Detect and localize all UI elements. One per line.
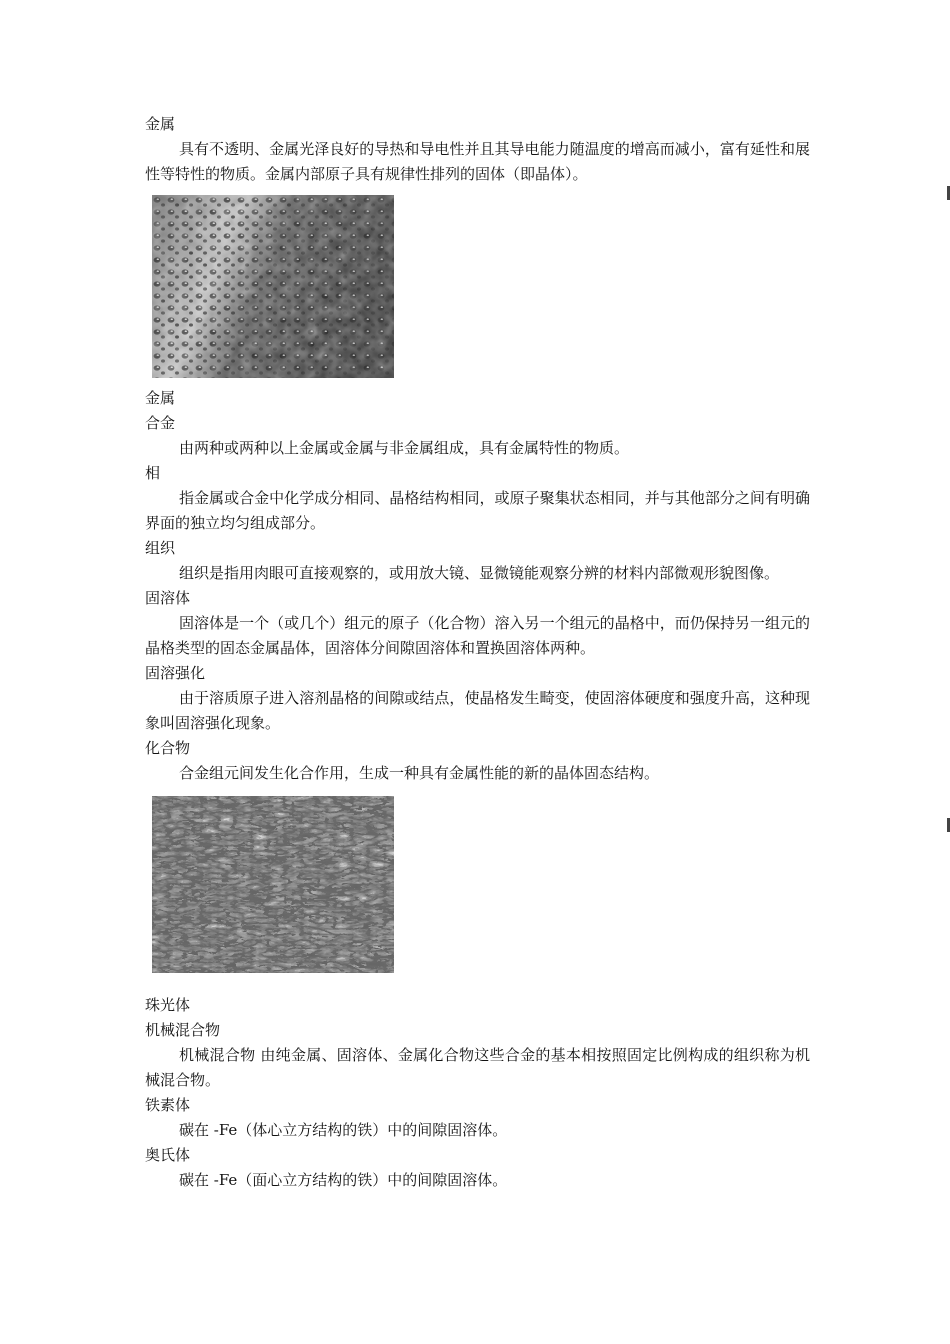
term-alloy: 合金: [145, 414, 176, 432]
definition-austenite: 碳在 -Fe（面心立方结构的铁）中的间隙固溶体。: [179, 1171, 508, 1189]
term-phase: 相: [145, 464, 161, 482]
term-solid-solution: 固溶体: [145, 589, 191, 607]
term-mechanical-mixture: 机械混合物: [145, 1021, 221, 1039]
term-metal: 金属: [145, 115, 176, 133]
definition-solution-strengthening: 由于溶质原子进入溶剂晶格的间隙或结点，使晶格发生畸变，使固溶体硬度和强度升高，这种现象叫固溶强化现象。: [145, 689, 810, 732]
term-compound: 化合物: [145, 739, 191, 757]
pearlite-micrograph-image: [152, 796, 394, 973]
definition-metal: 具有不透明、金属光泽良好的导热和导电性并且其导电能力随温度的增高而减小，富有延性和展性等特性的物质。金属内部原子具有规律性排列的固体（即晶体）。: [145, 140, 810, 183]
figure-caption-pearlite: 珠光体: [145, 996, 191, 1014]
definition-solid-solution: 固溶体是一个（或几个）组元的原子（化合物）溶入另一个组元的晶格中，而仍保持另一组元的晶格类型的固态金属晶体，固溶体分间隙固溶体和置换固溶体两种。: [145, 614, 810, 657]
definition-mechanical-mixture: 机械混合物 由纯金属、固溶体、金属化合物这些合金的基本相按照固定比例构成的组织称为机械混合物。: [145, 1046, 810, 1089]
definition-structure: 组织是指用肉眼可直接观察的，或用放大镜、显微镜能观察分辨的材料内部微观形貌图像。: [179, 564, 780, 582]
term-austenite: 奥氏体: [145, 1146, 191, 1164]
definition-phase: 指金属或合金中化学成分相同、晶格结构相同，或原子聚集状态相同，并与其他部分之间有明确界面的独立均匀组成部分。: [145, 489, 810, 532]
term-solution-strengthening: 固溶强化: [145, 664, 206, 682]
term-structure: 组织: [145, 539, 176, 557]
definition-alloy: 由两种或两种以上金属或金属与非金属组成，具有金属特性的物质。: [179, 439, 630, 457]
definition-compound: 合金组元间发生化合作用，生成一种具有金属性能的新的晶体固态结构。: [179, 764, 660, 782]
figure-caption-metal: 金属: [145, 389, 176, 407]
definition-ferrite: 碳在 -Fe（体心立方结构的铁）中的间隙固溶体。: [179, 1121, 508, 1139]
term-ferrite: 铁素体: [145, 1096, 191, 1114]
document-page: [145, 112, 810, 1193]
metal-micrograph-image: [152, 195, 394, 378]
